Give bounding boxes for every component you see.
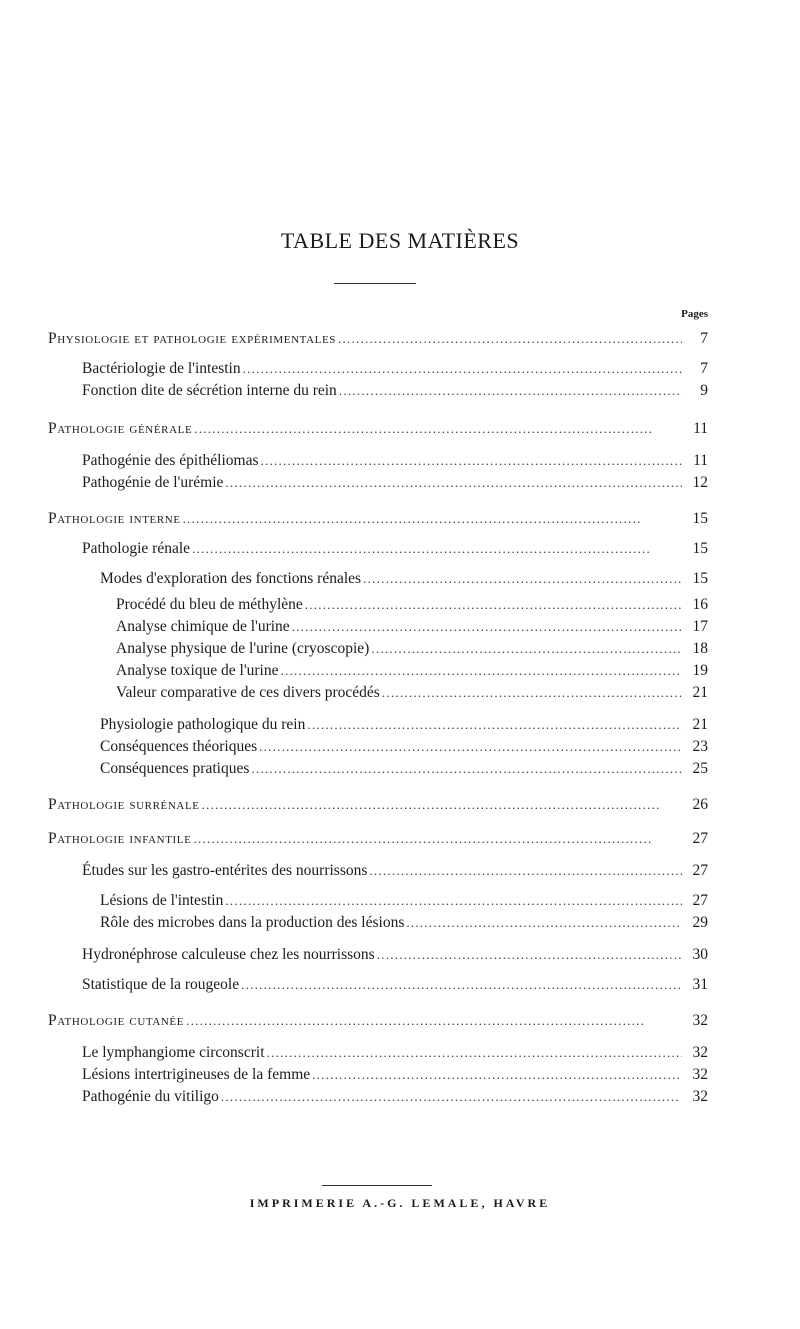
toc-entry-page: 11 <box>693 420 708 437</box>
pages-column-label: Pages <box>681 308 708 320</box>
toc-entry[interactable] <box>82 1088 708 1108</box>
toc-entry-page: 11 <box>693 452 708 469</box>
toc-entry-label: Analyse chimique de l'urine <box>116 618 290 635</box>
toc-entry-page: 7 <box>700 330 708 347</box>
toc-entry-label: Pathologie surrénale <box>48 796 200 813</box>
toc-entry-label: Pathologie cutanée <box>48 1012 185 1029</box>
toc-entry-page: 15 <box>692 540 708 557</box>
toc-entry[interactable] <box>48 1012 708 1032</box>
toc-entry-label: Pathologie générale <box>48 420 193 437</box>
toc-entry-page: 21 <box>692 684 708 701</box>
toc-entry[interactable] <box>48 510 708 530</box>
toc-entry-label: Le lymphangiome circonscrit <box>82 1044 265 1061</box>
toc-entry-label: Valeur comparative de ces divers procédés <box>116 684 380 701</box>
toc-entry-label: Statistique de la rougeole <box>82 976 240 993</box>
toc-entry-page: 15 <box>692 570 708 587</box>
toc-entry[interactable] <box>100 716 708 736</box>
toc-entry-page: 27 <box>692 892 708 909</box>
toc-entry-page: 32 <box>692 1088 708 1105</box>
toc-entry-page: 27 <box>692 830 708 847</box>
toc-entry-label: Rôle des microbes dans la production des lésions <box>100 914 405 931</box>
toc-entry[interactable] <box>48 420 708 440</box>
toc-entry-page: 25 <box>692 760 708 777</box>
toc-entry[interactable] <box>82 862 708 882</box>
toc-entry[interactable] <box>116 618 708 638</box>
printer-rule <box>322 1185 432 1186</box>
toc-entry-label: Pathologie rénale <box>82 540 191 557</box>
toc-entry-label: Modes d'exploration des fonctions rénales <box>100 570 362 587</box>
toc-entry-page: 23 <box>692 738 708 755</box>
toc-entry[interactable] <box>100 760 708 780</box>
toc-entry-page: 12 <box>692 474 708 491</box>
toc-entry-page: 9 <box>700 382 708 399</box>
toc-entry[interactable] <box>100 892 708 912</box>
toc-entry-page: 32 <box>692 1044 708 1061</box>
printer-imprint: IMPRIMERIE A.-G. LEMALE, HAVRE <box>249 1196 551 1210</box>
toc-entry-page: 32 <box>692 1066 708 1083</box>
toc-entry[interactable] <box>82 1066 708 1086</box>
toc-entry-page: 30 <box>692 946 708 963</box>
toc-entry[interactable] <box>116 596 708 616</box>
toc-entry[interactable] <box>116 640 708 660</box>
toc-entry[interactable] <box>82 382 708 402</box>
toc-entry[interactable] <box>48 796 708 816</box>
toc-entry-label: Études sur les gastro-entérites des nourrissons <box>82 862 368 879</box>
toc-entry-label: Lésions intertrigineuses de la femme <box>82 1066 311 1083</box>
toc-entry-label: Fonction dite de sécrétion interne du rein <box>82 382 337 399</box>
toc-entry-page: 21 <box>692 716 708 733</box>
toc-entry[interactable] <box>82 452 708 472</box>
toc-entry[interactable] <box>48 330 708 350</box>
toc-entry-label: Physiologie pathologique du rein <box>100 716 306 733</box>
title-rule <box>334 283 416 284</box>
toc-entry[interactable] <box>82 976 708 996</box>
toc-entry[interactable] <box>100 738 708 758</box>
toc-entry-label: Pathologie interne <box>48 510 181 527</box>
toc-entry[interactable] <box>116 684 708 704</box>
toc-entry[interactable] <box>82 540 708 560</box>
toc-entry-label: Pathologie infantile <box>48 830 192 847</box>
toc-entry-label: Bactériologie de l'intestin <box>82 360 241 377</box>
toc-entry-page: 26 <box>692 796 708 813</box>
toc-entry-label: Pathogénie du vitiligo <box>82 1088 219 1105</box>
toc-entry[interactable] <box>48 830 708 850</box>
toc-entry-label: Analyse physique de l'urine (cryoscopie) <box>116 640 370 657</box>
toc-entry-label: Physiologie et pathologie expérimentales <box>48 330 336 347</box>
toc-entry-page: 16 <box>692 596 708 613</box>
toc-entry-label: Pathogénie des épithéliomas <box>82 452 259 469</box>
toc-entry[interactable] <box>82 474 708 494</box>
toc-entry-page: 29 <box>692 914 708 931</box>
toc-entry-label: Analyse toxique de l'urine <box>116 662 279 679</box>
toc-entry-label: Hydronéphrose calculeuse chez les nourrissons <box>82 946 375 963</box>
toc-entry-page: 7 <box>700 360 708 377</box>
toc-entry-label: Pathogénie de l'urémie <box>82 474 224 491</box>
toc-entry[interactable] <box>82 1044 708 1064</box>
toc-entry[interactable] <box>82 946 708 966</box>
toc-entry[interactable] <box>100 914 708 934</box>
toc-entry-label: Conséquences théoriques <box>100 738 258 755</box>
page-title: TABLE DES MATIÈRES <box>280 228 520 253</box>
toc-entry-page: 27 <box>692 862 708 879</box>
toc-entry-label: Conséquences pratiques <box>100 760 250 777</box>
toc-entry[interactable] <box>82 360 708 380</box>
toc-entry[interactable] <box>116 662 708 682</box>
toc-entry-page: 31 <box>692 976 708 993</box>
toc-entry-page: 17 <box>692 618 708 635</box>
toc-entry[interactable] <box>100 570 708 590</box>
toc-entry-page: 18 <box>692 640 708 657</box>
toc-entry-page: 15 <box>692 510 708 527</box>
toc-entry-page: 19 <box>692 662 708 679</box>
toc-entry-label: Procédé du bleu de méthylène <box>116 596 303 613</box>
toc-entry-page: 32 <box>692 1012 708 1029</box>
toc-entry-label: Lésions de l'intestin <box>100 892 224 909</box>
